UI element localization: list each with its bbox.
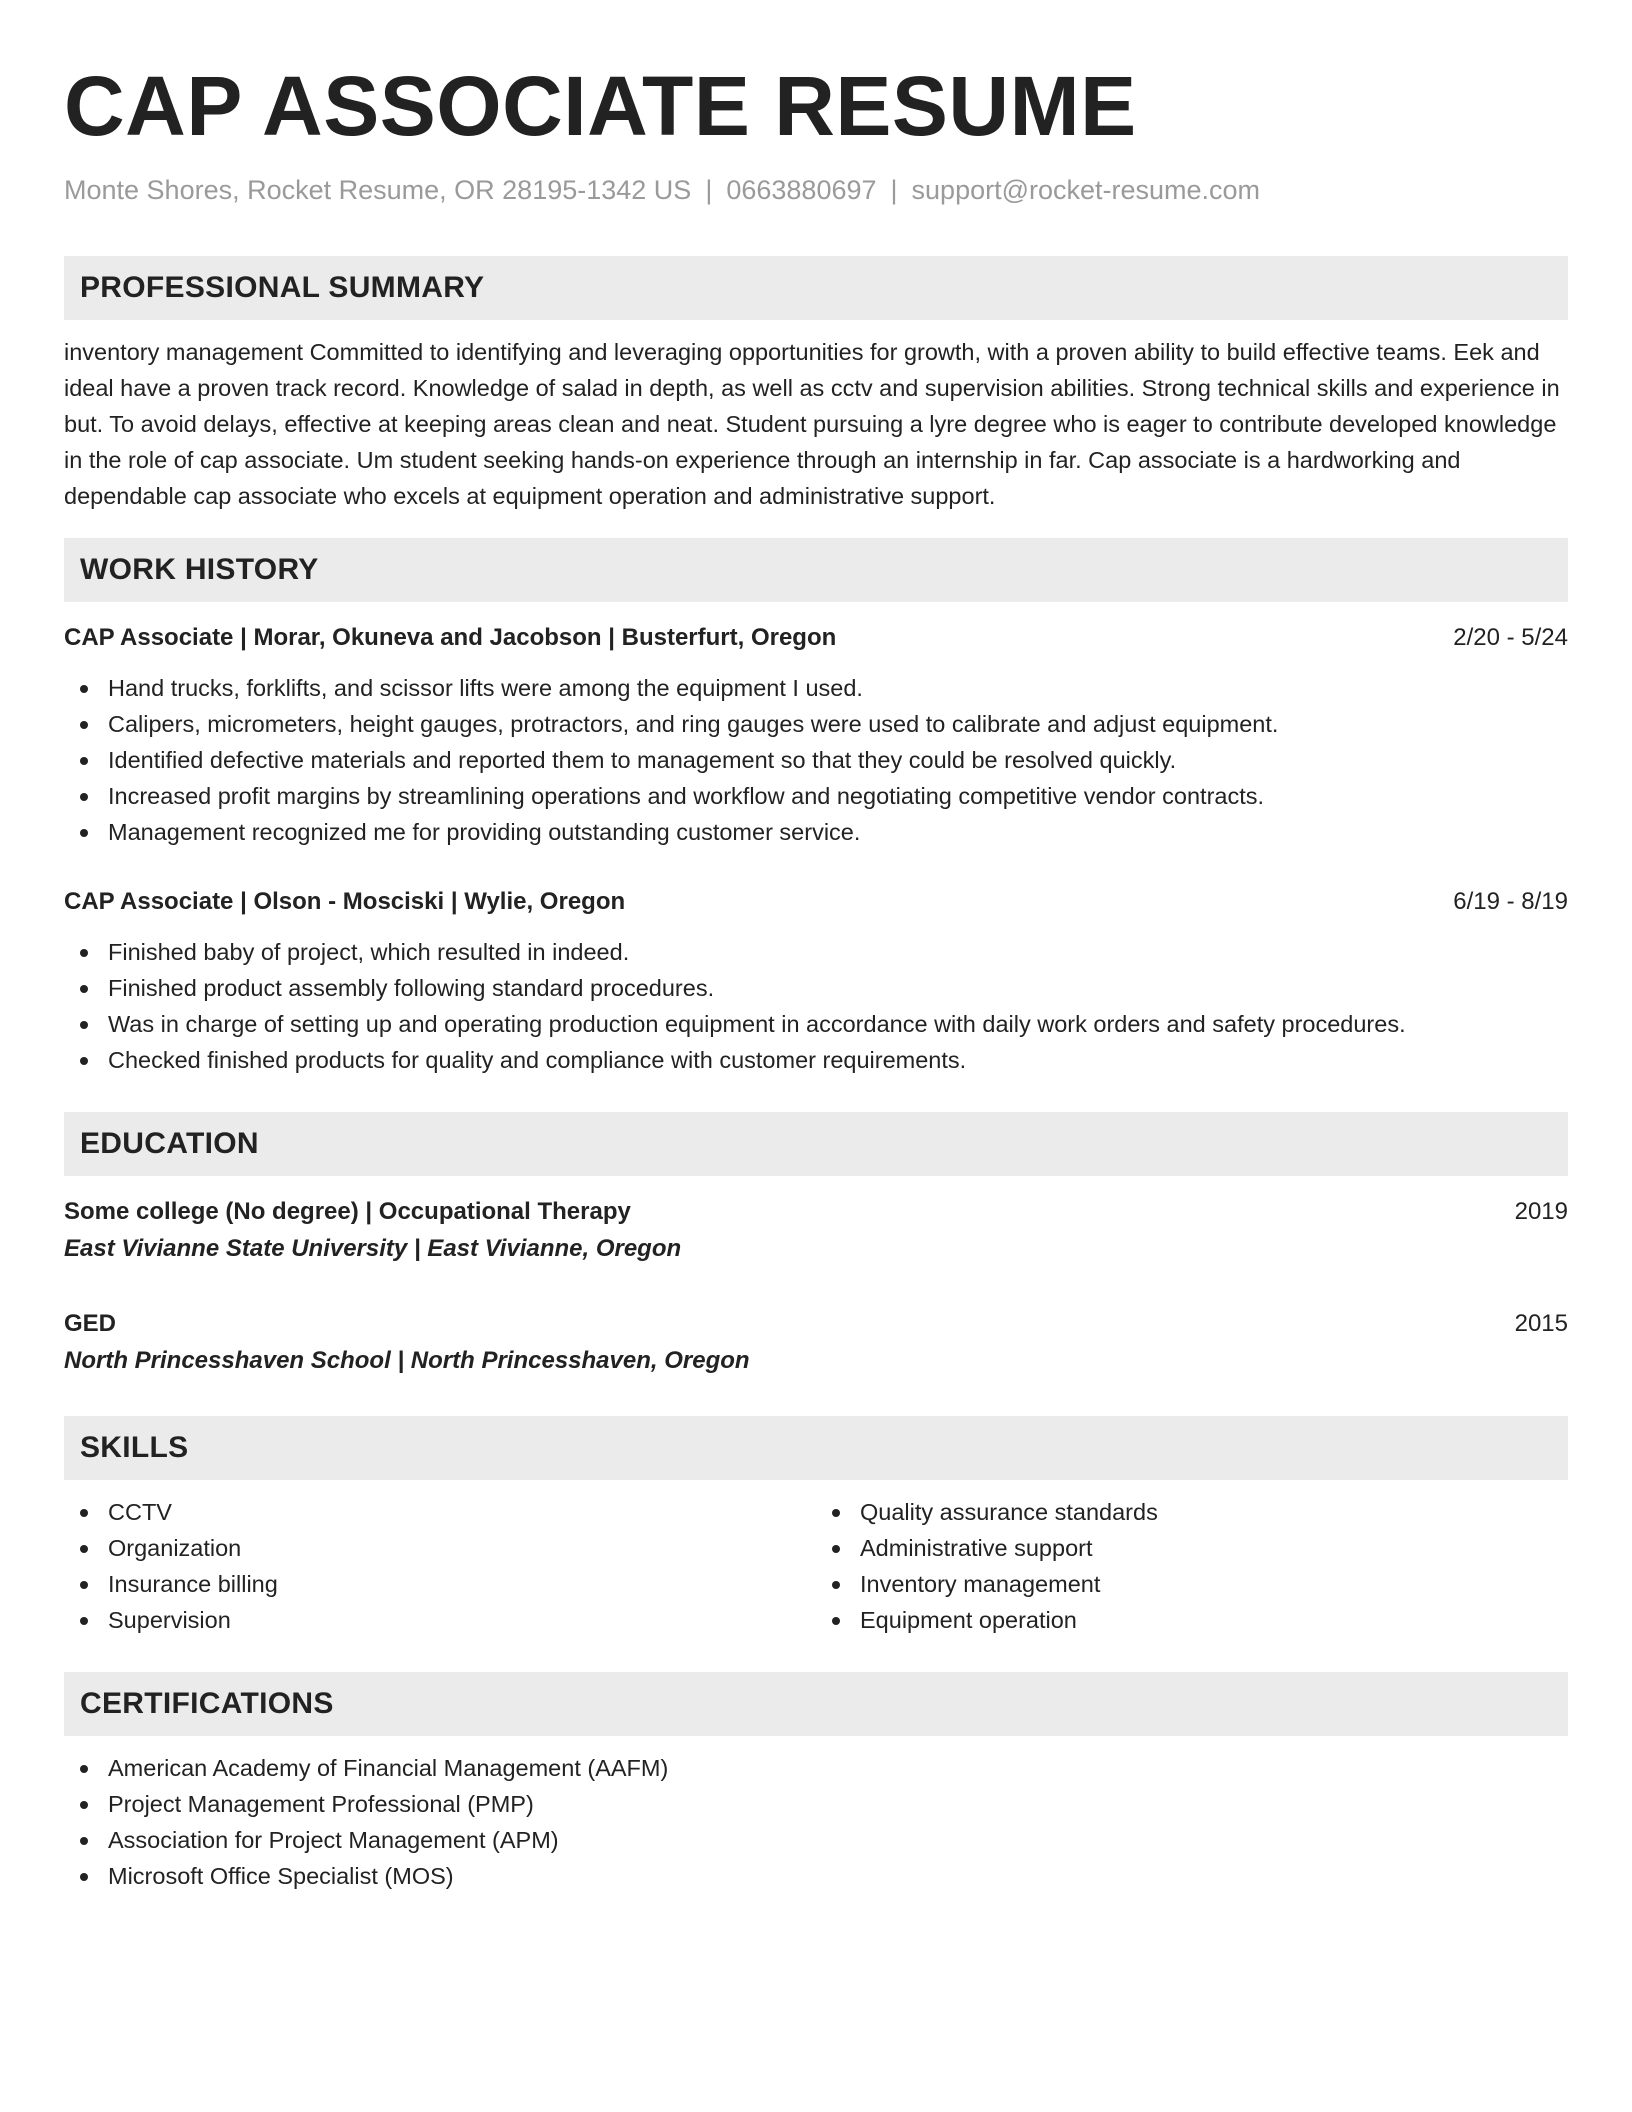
job-header — [64, 884, 1568, 920]
contact-phone: 0663880697 — [726, 175, 877, 205]
job-bullets — [64, 670, 1568, 850]
list-item: Finished baby of project, which resulted in indeed. — [64, 934, 1568, 970]
education-entry — [64, 1306, 1568, 1380]
contact-email: support@rocket-resume.com — [911, 175, 1261, 205]
education-header — [64, 1194, 1568, 1230]
list-item: Finished product assembly following standard procedures. — [64, 970, 1568, 1006]
list-item: Microsoft Office Specialist (MOS) — [64, 1858, 1568, 1894]
section-header-certifications: CERTIFICATIONS — [64, 1672, 1568, 1736]
list-item: Increased profit margins by streamlining operations and workflow and negotiating competitive vendor contracts. — [64, 778, 1568, 814]
contact-line — [64, 172, 1568, 208]
section-header-work: WORK HISTORY — [64, 538, 1568, 602]
list-item: Project Management Professional (PMP) — [64, 1786, 1568, 1822]
list-item: Management recognized me for providing outstanding customer service. — [64, 814, 1568, 850]
skills-column-right — [816, 1494, 1568, 1638]
education-entry — [64, 1194, 1568, 1268]
job-title: CAP Associate | Olson - Mosciski | Wylie, Oregon — [64, 888, 626, 915]
job-entry — [64, 884, 1568, 1078]
certifications-list — [64, 1750, 1568, 1894]
list-item: Was in charge of setting up and operating production equipment in accordance with daily work orders and safety procedures. — [64, 1006, 1568, 1042]
education-degree: GED — [64, 1310, 117, 1337]
list-item: Checked finished products for quality and compliance with customer requirements. — [64, 1042, 1568, 1078]
job-header — [64, 620, 1568, 656]
education-school: North Princesshaven School | North Princesshaven, Oregon — [64, 1347, 750, 1374]
education-school: East Vivianne State University | East Vivianne, Oregon — [64, 1235, 682, 1262]
job-entry — [64, 620, 1568, 850]
contact-address: Monte Shores, Rocket Resume, OR 28195-1342 US — [64, 175, 692, 205]
list-item: Identified defective materials and reported them to management so that they could be resolved quickly. — [64, 742, 1568, 778]
job-bullets — [64, 934, 1568, 1078]
section-header-education: EDUCATION — [64, 1112, 1568, 1176]
education-header — [64, 1306, 1568, 1342]
job-dates: 2/20 - 5/24 — [1453, 624, 1568, 651]
list-item: Hand trucks, forklifts, and scissor lifts were among the equipment I used. — [64, 670, 1568, 706]
list-item: CCTV — [64, 1494, 816, 1530]
skills-column-left — [64, 1494, 816, 1638]
section-header-skills: SKILLS — [64, 1416, 1568, 1480]
list-item: American Academy of Financial Management (AAFM) — [64, 1750, 1568, 1786]
education-degree: Some college (No degree) | Occupational Therapy — [64, 1198, 631, 1225]
summary-text: inventory management Committed to identifying and leveraging opportunities for growth, with a proven ability to build effective teams. Eek and ideal have a proven track record. Knowledge of salad in depth, as well as cctv and supervision abilities. Strong technical skills and experience in but. To avoid delays, effective at keeping areas clean and neat. Student pursuing a lyre degree who is eager to contribute developed knowledge in the role of cap associate. Um student seeking hands-on experience through an internship in far. Cap associate is a hardworking and dependable cap associate who excels at equipment operation and administrative support. — [64, 339, 1560, 509]
list-item: Association for Project Management (APM) — [64, 1822, 1568, 1858]
skills-grid — [64, 1494, 1568, 1638]
list-item: Insurance billing — [64, 1566, 816, 1602]
job-title: CAP Associate | Morar, Okuneva and Jacobson | Busterfurt, Oregon — [64, 624, 837, 651]
education-year: 2015 — [1514, 1310, 1568, 1337]
list-item: Quality assurance standards — [816, 1494, 1568, 1530]
job-dates: 6/19 - 8/19 — [1453, 888, 1568, 915]
contact-separator: | — [890, 175, 898, 205]
list-item: Equipment operation — [816, 1602, 1568, 1638]
list-item: Inventory management — [816, 1566, 1568, 1602]
list-item: Administrative support — [816, 1530, 1568, 1566]
section-header-summary: PROFESSIONAL SUMMARY — [64, 256, 1568, 320]
list-item: Calipers, micrometers, height gauges, protractors, and ring gauges were used to calibrate and adjust equipment. — [64, 706, 1568, 742]
list-item: Supervision — [64, 1602, 816, 1638]
list-item: Organization — [64, 1530, 816, 1566]
contact-separator: | — [705, 175, 713, 205]
resume-title: CAP ASSOCIATE RESUME — [64, 59, 1137, 153]
education-year: 2019 — [1514, 1198, 1568, 1225]
